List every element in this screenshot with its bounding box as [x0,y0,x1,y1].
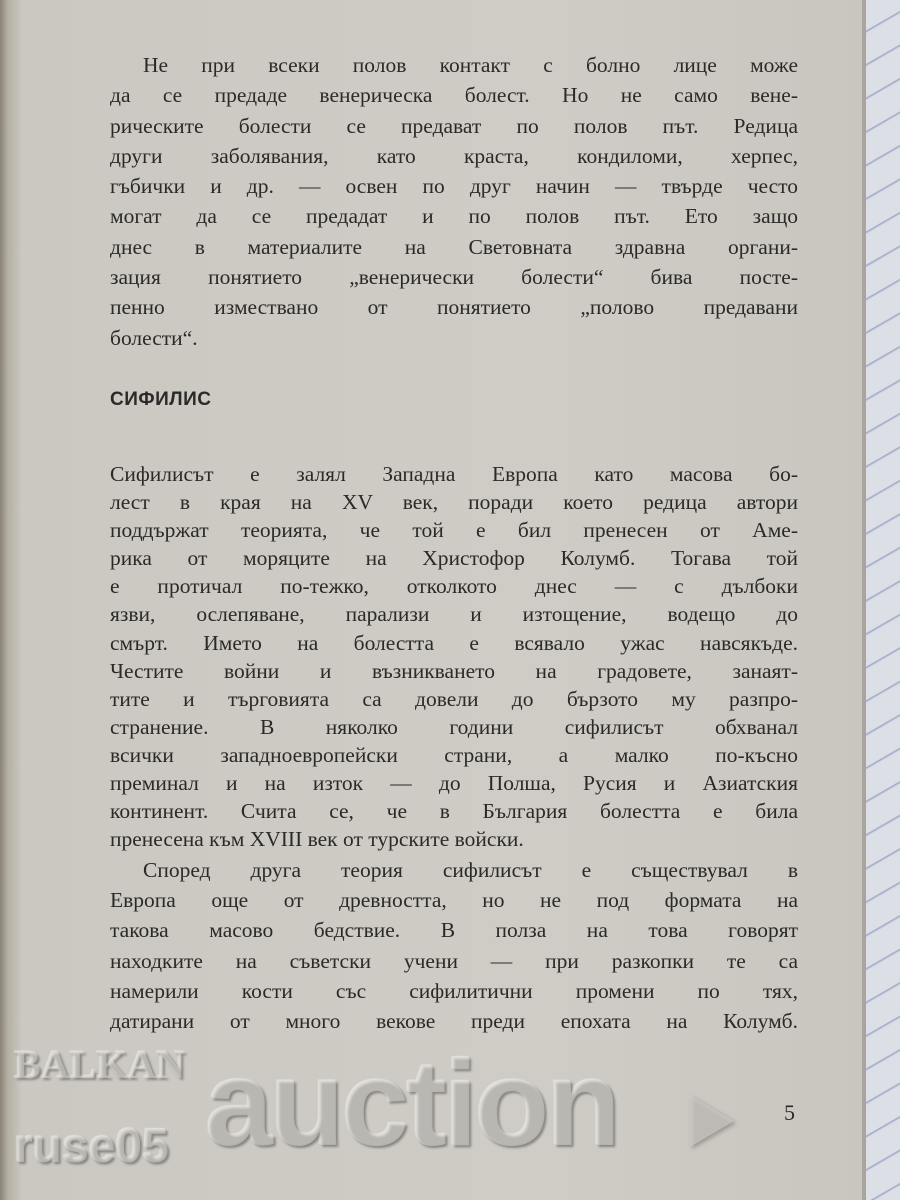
notebook-background [866,0,900,1200]
text-line: такова масово бедствие. В полза на това говорят [110,918,798,943]
text-line: пенно измествано от понятието „полово предавани [110,295,798,320]
watermark-play-triangle-icon [690,1095,734,1147]
paragraph-history [110,460,798,853]
paragraph-theory [110,855,798,1036]
section-heading: СИФИЛИС [110,389,212,410]
text-line: други заболявания, като краста, кондиломи, херпес, [110,143,798,168]
text-line: Сифилисът е залял Западна Европа като масова бо- [110,462,798,486]
text-line: Според друга теория сифилисът е съществувал в [143,858,798,882]
text-line: датирани от много векове преди епохата на Колумб. [110,1008,798,1033]
text-line: пренесена към XVIII век от турските войски. [110,827,524,852]
text-line: Не при всеки полов контакт с болно лице може [143,53,798,77]
text-line: рика от моряците на Христофор Колумб. Тогава той [110,546,798,571]
text-line: находките на съветски учени — при разкопки те са [110,948,798,973]
text-line: Европа още от древността, но не под формата на [110,888,798,913]
text-line: язви, ослепяване, парализи и изтощение, водещо до [110,602,798,627]
watermark-balkan: BALKAN [14,1042,186,1087]
text-line: могат да се предадат и по полов път. Ето защо [110,204,798,229]
text-line: рическите болести се предават по полов път. Редица [110,113,798,138]
text-line: болести“. [110,325,198,350]
text-line: Честите войни и възникването на градовете, занаят- [110,658,798,683]
paragraph-intro [110,50,798,353]
page-number: 5 [784,1100,795,1125]
watermark-auction: auction [205,1035,618,1171]
text-line: гъбички и др. — освен по друг начин — твърде често [110,174,798,199]
text-line: лест в края на XV век, поради което редица автори [110,490,798,515]
text-line: всички западноевропейски страни, а малко по-късно [110,742,798,767]
text-line: поддържат теорията, че той е бил пренесен от Аме- [110,518,798,543]
page-edge [862,0,866,1200]
text-line: е протичал по-тежко, отколкото днес — с дълбоки [110,574,798,599]
text-line: зация понятието „венерически болести“ бива посте- [110,265,798,290]
text-line: да се предаде венерическа болест. Но не само вене- [110,83,798,108]
watermark-seller: ruse05 [14,1120,169,1173]
text-line: смърт. Името на болестта е всявало ужас навсякъде. [110,630,798,655]
text-line: днес в материалите на Световната здравна органи- [110,234,798,259]
text-line: тите и търговията са довели до бързото му разпро- [110,686,798,711]
text-line: преминал и на изток — до Полша, Русия и Азиатския [110,771,798,796]
text-line: странение. В няколко години сифилисът обхванал [110,714,798,739]
text-line: континент. Счита се, че в България болестта е била [110,799,798,824]
text-line: намерили кости със сифилитични промени по тях, [110,978,798,1003]
